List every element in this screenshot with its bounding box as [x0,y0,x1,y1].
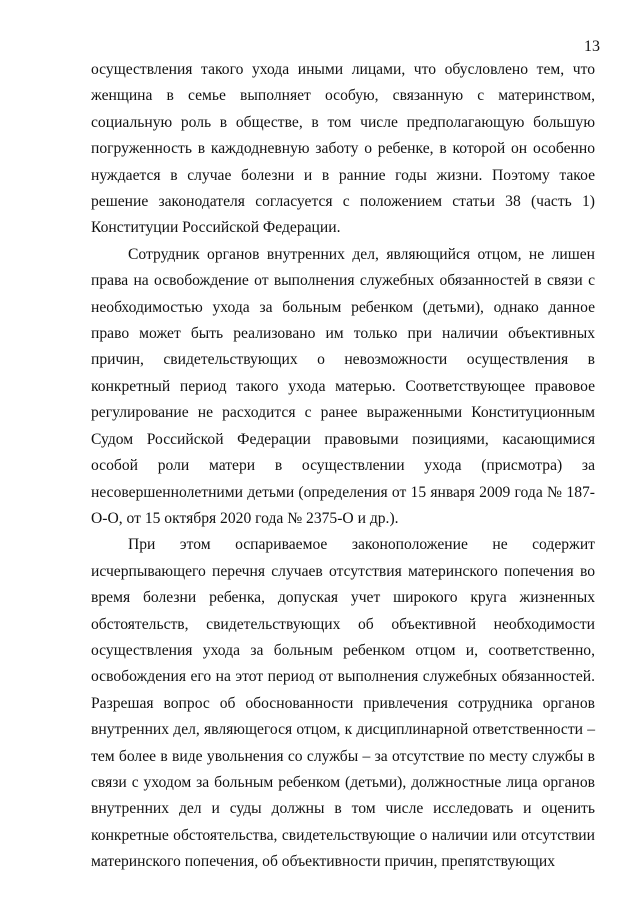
page-number: 13 [584,38,600,55]
paragraph-1: осуществления такого ухода иными лицами, что обусловлено тем, что женщина в семье выполняет особую, связанную с материнством, социальную роль в обществе, в том числе предполагающую большую погруженность в каждодневную заботу о ребенке, в которой он особенно нуждается в случае болезни и в ранние годы жизни. Поэтому такое решение законодателя согласуется с положением статьи 38 (часть 1) Конституции Российской Федерации. [91,61,595,237]
paragraph-2: Сотрудник органов внутренних дел, являющийся отцом, не лишен права на освобождение от выполнения служебных обязанностей в связи с необходимостью ухода за больным ребенком (детьми), однако данное право может быть реализовано им только при наличии объективных причин, свидетельствующих о невозможности осуществления в конкретный период такого ухода матерью. Соответствующее правовое регулирование не расходится с ранее выраженными Конституционным Судом Российской Федерации правовыми позициями, касающимися особой роли матери в осуществлении ухода (присмотра) за несовершеннолетними детьми (определения от 15 января 2009 года № 187-О-О, от 15 октября 2020 года № 2375-О и др.). [91,245,595,527]
document-body [91,57,595,876]
paragraph-3: При этом оспариваемое законоположение не содержит исчерпывающего перечня случаев отсутствия материнского попечения во время болезни ребенка, допуская учет широкого круга жизненных обстоятельств, свидетельствующих об объективной необходимости осуществления ухода за больным ребенком отцом и, соответственно, освобождения его на этот период от выполнения служебных обязанностей. Разрешая вопрос об обоснованности привлечения сотрудника органов внутренних дел, являющегося отцом, к дисциплинарной ответственности – тем более в виде увольнения со службы – за отсутствие по месту службы в связи с уходом за больным ребенком (детьми), должностные лица органов внутренних дел и суды должны в том числе исследовать и оценить конкретные обстоятельства, свидетельствующие о наличии или отсутствии материнского попечения, об объективности причин, препятствующих [91,536,595,871]
